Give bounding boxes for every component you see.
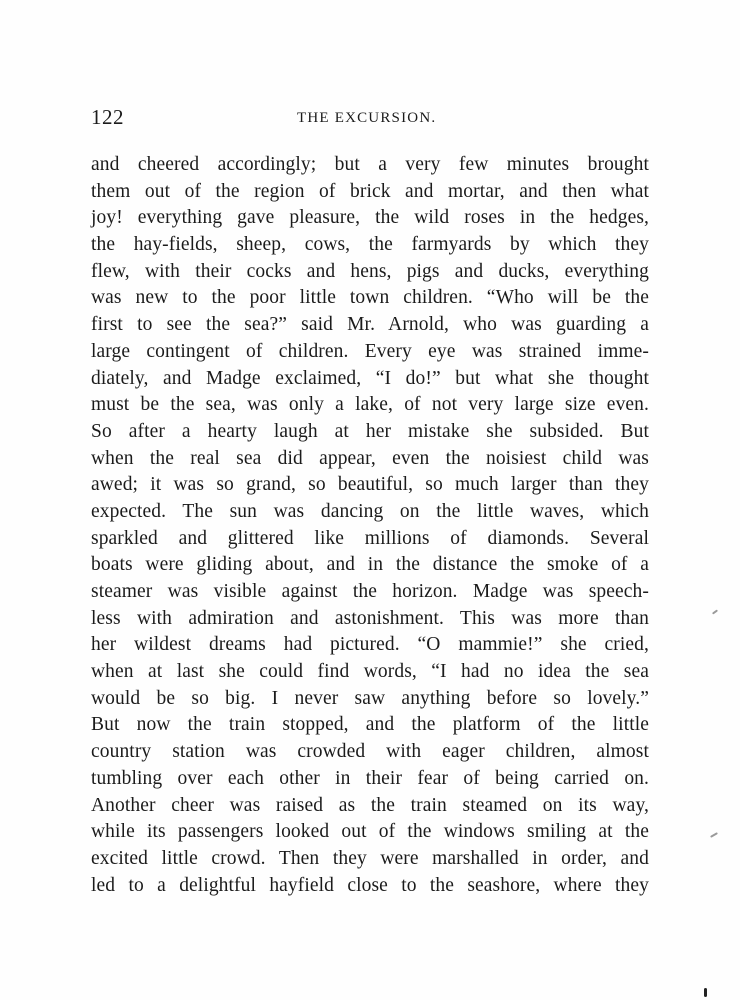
text-line: led to a delightful hayfield close to the seashore, where they [91,874,649,896]
text-line: boats were gliding about, and in the distance the smoke of a [91,554,649,576]
text-line: tumbling over each other in their fear of being carried on. [91,767,649,789]
text-line: was new to the poor little town children. “Who will be the [91,287,649,309]
text-line: So after a hearty laugh at her mistake she subsided. But [91,420,649,442]
text-line: and cheered accordingly; but a very few minutes brought [91,154,649,175]
text-line: her wildest dreams had pictured. “O mammie!” she cried, [91,634,649,656]
text-line: when the real sea did appear, even the noisiest child was [91,447,649,469]
text-line: steamer was visible against the horizon. Madge was speech- [91,581,649,602]
text-line: sparkled and glittered like millions of diamonds. Several [91,527,649,549]
scan-speck [704,988,707,997]
page-header [91,102,649,132]
running-title: THE EXCURSION. [297,110,437,126]
body-text [91,152,649,899]
text-line: awed; it was so grand, so beautiful, so much larger than they [91,474,649,496]
text-line: first to see the sea?” said Mr. Arnold, who was guarding a [91,314,649,336]
page-number: 122 [91,105,124,129]
text-line: diately, and Madge exclaimed, “I do!” but what she thought [91,367,649,389]
scan-speck [710,832,718,838]
text-line: Another cheer was raised as the train steamed on its way, [91,794,649,816]
text-line: would be so big. I never saw anything before so lovely.” [91,687,649,709]
text-line: excited little crowd. Then they were marshalled in order, and [91,847,649,869]
scan-speck [712,609,718,614]
text-line: less with admiration and astonishment. This was more than [91,607,649,629]
text-line: flew, with their cocks and hens, pigs and ducks, everything [91,260,649,282]
text-line: while its passengers looked out of the windows smiling at the [91,821,649,843]
text-line: large contingent of children. Every eye was strained imme- [91,340,649,362]
text-line: them out of the region of brick and mortar, and then what [91,180,649,202]
text-line: joy! everything gave pleasure, the wild roses in the hedges, [91,207,649,229]
text-line: when at last she could find words, “I had no idea the sea [91,661,649,683]
text-line: country station was crowded with eager children, almost [91,741,649,763]
text-line: expected. The sun was dancing on the little waves, which [91,500,649,522]
text-line: must be the sea, was only a lake, of not very large size even. [91,394,649,416]
text-line: the hay-fields, sheep, cows, the farmyards by which they [91,234,649,256]
text-line: But now the train stopped, and the platform of the little [91,714,649,736]
